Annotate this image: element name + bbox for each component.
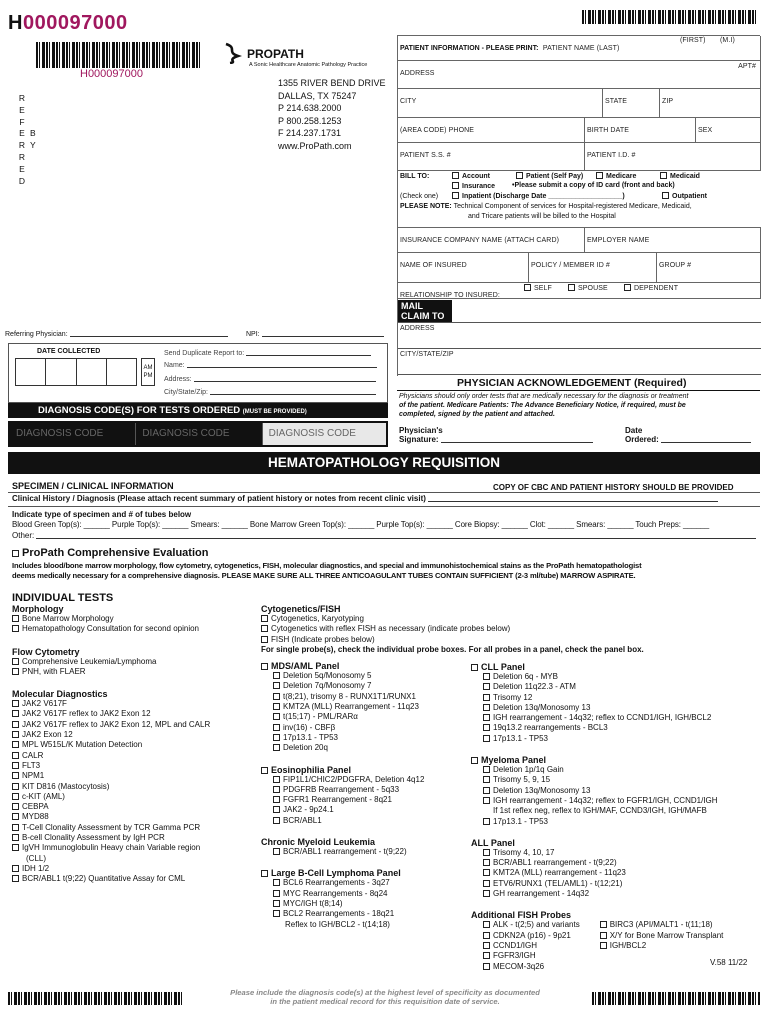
patient-name-field[interactable]: PATIENT INFORMATION - PLEASE PRINT: PATIENT NAME (LAST) (FIRST) (M.I) (398, 36, 761, 61)
molecular-checkbox[interactable] (12, 731, 19, 738)
cll-probe-checkbox[interactable] (483, 673, 490, 680)
specimen-indicate: Indicate type of specimen and # of tubes below (12, 510, 192, 519)
address-field[interactable]: ADDRESS APT# (398, 61, 761, 89)
date-ordered-field[interactable]: Date Ordered: (625, 426, 751, 444)
molecular-checkbox[interactable] (12, 793, 19, 800)
zip-field[interactable]: ZIP (660, 89, 761, 118)
left-test-column: Morphology Bone Marrow Morphology Hematopathology Consultation for second opinion Flow Cytometry Comprehensive Leukemia/Lymphoma PNH, with FLAER Molecular Diagnostics JAK2 V617F JAK2 V617F reflex to JAK2 Exon 12 JAK2 V617F reflex to JAK2 Exon 12, MPL and CALR JAK2 Exon 12 MPL W515L/K Mutation Detection CALR FLT3 NPM1 KIT D816 (Mastocytosis) c-KIT (AML) CEBPA MYD88 T-Cell Clonality Assessment by TCR Gamma PCR B-cell Clonality Assessment by IgH PCR IgVH Immunoglobulin Heavy chain Variable region (CLL) IDH 1/2 BCR/ABL1 t(9;22) Quantitative Assay for CML (12, 604, 211, 884)
myeloma-panel-checkbox[interactable] (471, 757, 478, 764)
myeloma-probe-checkbox[interactable] (483, 787, 490, 794)
bill-to-section: BILL TO: Account Patient (Self Pay) Medicare Medicaid Insurance •Please submit a copy of ID card (front and back) (Check one) Inpatient (Discharge Date ___________________) Outpatient PLEASE NOTE: Technical Component of services for Hospital-registered Medicare, Medicaid, and Tricare patients will be billed to the Hospital (398, 171, 761, 228)
cll-probe-checkbox[interactable] (483, 704, 490, 711)
molecular-checkbox[interactable] (12, 813, 19, 820)
cll-probe-checkbox[interactable] (483, 724, 490, 731)
additional-probe-checkbox[interactable] (483, 932, 490, 939)
self-checkbox[interactable] (524, 284, 531, 291)
lbcl-panel-checkbox[interactable] (261, 870, 268, 877)
mds-probe-checkbox[interactable] (273, 713, 280, 720)
additional-probe-checkbox[interactable] (483, 921, 490, 928)
phone-field[interactable]: (AREA CODE) PHONE (398, 118, 585, 143)
all-probe-checkbox[interactable] (483, 890, 490, 897)
mds-probe-checkbox[interactable] (273, 734, 280, 741)
group-field[interactable]: GROUP # (657, 253, 761, 283)
lbcl-probe-checkbox[interactable] (273, 890, 280, 897)
all-probe-checkbox[interactable] (483, 849, 490, 856)
additional-probe-checkbox[interactable] (483, 952, 490, 959)
myeloma-probe-checkbox[interactable] (483, 797, 490, 804)
company-logo-text: PROPATH (247, 47, 304, 61)
molecular-checkbox[interactable] (12, 721, 19, 728)
referred-label: R E F E R R E D (18, 93, 26, 186)
eos-probe-checkbox[interactable] (273, 796, 280, 803)
cll-probe-checkbox[interactable] (483, 683, 490, 690)
cml-checkbox[interactable] (273, 848, 280, 855)
cll-probe-checkbox[interactable] (483, 694, 490, 701)
employer-field[interactable]: EMPLOYER NAME (585, 228, 761, 253)
dependent-checkbox[interactable] (624, 284, 631, 291)
comprehensive-checkbox[interactable] (12, 550, 19, 557)
cll-probe-checkbox[interactable] (483, 735, 490, 742)
molecular-checkbox[interactable] (12, 741, 19, 748)
myeloma-probe-checkbox[interactable] (483, 818, 490, 825)
myeloma-probe-checkbox[interactable] (483, 766, 490, 773)
medicaid-checkbox[interactable] (660, 172, 667, 179)
eos-probe-checkbox[interactable] (273, 806, 280, 813)
cll-probe-checkbox[interactable] (483, 714, 490, 721)
molecular-checkbox[interactable] (12, 710, 19, 717)
footer-barcode-right (592, 992, 760, 1005)
sex-field[interactable]: SEX (696, 118, 761, 143)
insured-name-field[interactable]: NAME OF INSURED (398, 253, 529, 283)
lbcl-probe-checkbox[interactable] (273, 900, 280, 907)
spouse-checkbox[interactable] (568, 284, 575, 291)
all-probe-checkbox[interactable] (483, 869, 490, 876)
acknowledgement-text: Physicians should only order tests that are medically necessary for the diagnosis or treatment of the patient. Medicare Patients: The Advance Beneficiary Notice, if required, must be completed, signed by the patient and attached. (399, 393, 689, 418)
diagnosis-code-3[interactable]: DIAGNOSIS CODE (262, 423, 386, 445)
fish-checkbox[interactable] (261, 636, 268, 643)
date-collected-section (8, 343, 388, 403)
top-barcode-image (582, 10, 757, 24)
diagnosis-code-row (8, 421, 388, 447)
mds-probe-checkbox[interactable] (273, 672, 280, 679)
molecular-checkbox[interactable] (12, 762, 19, 769)
date-collected-boxes[interactable] (15, 358, 137, 386)
cll-panel-checkbox[interactable] (471, 664, 478, 671)
birth-date-field[interactable]: BIRTH DATE (585, 118, 696, 143)
molecular-checkbox[interactable] (12, 834, 19, 841)
mds-panel-checkbox[interactable] (261, 663, 268, 670)
mds-probe-checkbox[interactable] (273, 682, 280, 689)
insurance-company-field[interactable]: INSURANCE COMPANY NAME (ATTACH CARD) (398, 228, 585, 253)
right-test-column: CLL Panel Deletion 6q - MYB Deletion 11q22.3 - ATM Trisomy 12 Deletion 13q/Monosomy 13 IGH rearrangement - 14q32; reflex to CCND1/IGH, IGH/BCL2 19q13.2 rearrangements - BCL3 17p13.1 - TP53 Myeloma Panel Deletion 1p/1q Gain Trisomy 5, 9, 15 Deletion 13q/Monosomy 13 IGH rearrangement - 14q32; reflex to FGFR1/IGH, CCND1/IGH If 1st reflex neg, reflex to IGH/MAF, CCND3/IGH, IGH/MAFB 17p13.1 - TP53 ALL Panel Trisomy 4, 10, 17 BCR/ABL1 rearrangement - t(9;22) KMT2A (MLL) rearrangement - 11q23 ETV6/RUNX1 (TEL/AML1) - t(12;21) GH rearrangement - 14q32 Additional FISH Probes ALK - t(2;5) and variants CDKN2A (p16) - 9p21 CCND1/IGH FGFR3/IGH MECOM-3q26 BIRC3 (API/MALT1 - t(11;18) X/Y for Bone Marrow Transplant IGH/BCL2 (471, 662, 724, 971)
patient-info-grid (397, 35, 760, 298)
additional-probe-checkbox[interactable] (483, 963, 490, 970)
footer-barcode-left (8, 992, 183, 1005)
requisition-number: H000097000 (8, 12, 128, 34)
molecular-checkbox[interactable] (12, 772, 19, 779)
all-probe-checkbox[interactable] (483, 859, 490, 866)
molecular-checkbox[interactable] (12, 865, 19, 872)
molecular-checkbox[interactable] (12, 824, 19, 831)
cyto-column: Cytogenetics/FISH Cytogenetics, Karyotyping Cytogenetics with reflex FISH as necessary (indicate probes below) FISH (Indicate probes below) For single probe(s), check the individual probe boxes. For all probes in a panel, check the panel box. MDS/AML Panel Deletion 5q/Monosomy 5 Deletion 7q/Monosomy 7 t(8;21), trisomy 8 - RUNX1T1/RUNX1 KMT2A (MLL) Rearrangement - 11q23 t(15;17) - PML/RARα inv(16) - CBFβ 17p13.1 - TP53 Deletion 20q Eosinophilia Panel FIP1L1/CHIC2/PDGFRA, Deletion 4q12 PDGFRB Rearrangement - 5q33 FGFR1 Rearrangement - 8q21 JAK2 - 9p24.1 BCR/ABL1 Chronic Myeloid Leukemia BCR/ABL1 rearrangement - t(9;22) Large B-Cell Lymphoma Panel BCL6 Rearrangements - 3q27 MYC Rearrangements - 8q24 MYC/IGH t(8;14) BCL2 Rearrangements - 18q21 Reflex to IGH/BCL2 - t(14;18) (261, 604, 644, 929)
molecular-checkbox[interactable] (12, 803, 19, 810)
individual-tests-title: INDIVIDUAL TESTS (12, 592, 114, 604)
state-field[interactable]: STATE (603, 89, 660, 118)
molecular-checkbox[interactable] (12, 875, 19, 882)
barcode-number: H000097000 (80, 68, 144, 80)
all-probe-checkbox[interactable] (483, 880, 490, 887)
molecular-checkbox[interactable] (12, 752, 19, 759)
specimen-title: SPECIMEN / CLINICAL INFORMATION (12, 481, 174, 491)
duplicate-city-field[interactable]: City/State/Zip: (164, 387, 376, 396)
account-checkbox[interactable] (452, 172, 459, 179)
acknowledgement-header: PHYSICIAN ACKNOWLEDGEMENT (Required) (457, 377, 687, 389)
comprehensive-evaluation[interactable]: ProPath Comprehensive Evaluation (12, 547, 208, 559)
inpatient-checkbox[interactable] (452, 192, 459, 199)
diagnosis-code-1[interactable]: DIAGNOSIS CODE (16, 428, 104, 439)
lbcl-probe-checkbox[interactable] (273, 879, 280, 886)
ssn-field[interactable]: PATIENT S.S. # (398, 143, 585, 171)
specimen-types[interactable]: Blood Green Top(s): ______ Purple Top(s): ______ Smears: ______ Bone Marrow Green Top(s): ______ Purple Top(s): ______ Core Biopsy: ______ Clot: ______ Smears: ______ Touch Preps: ______ (12, 520, 710, 529)
propath-logo-icon (222, 42, 242, 64)
pnh-checkbox[interactable] (12, 668, 19, 675)
eos-panel-checkbox[interactable] (261, 767, 268, 774)
date-collected-label: DATE COLLECTED (37, 348, 101, 355)
mail-claim-label: MAIL CLAIM TO (398, 300, 452, 322)
barcode-image (36, 42, 201, 68)
karyotyping-checkbox[interactable] (261, 615, 268, 622)
npi-field[interactable]: NPI: (246, 329, 384, 338)
duplicate-address-field[interactable]: Address: (164, 374, 376, 383)
claim-city-field[interactable]: CITY/STATE/ZIP (400, 351, 454, 358)
cbc-note: COPY OF CBC AND PATIENT HISTORY SHOULD BE PROVIDED (493, 483, 734, 492)
lbcl-probe-checkbox[interactable] (273, 910, 280, 917)
company-tagline: A Sonic Healthcare Anatomic Pathology Practice (249, 62, 368, 68)
additional-probe-checkbox[interactable] (600, 932, 607, 939)
mds-probe-checkbox[interactable] (273, 693, 280, 700)
company-address: 1355 RIVER BEND DRIVE DALLAS, TX 75247 P 214.638.2000 P 800.258.1253 F 214.237.1731 www.ProPath.com (278, 78, 386, 151)
eos-probe-checkbox[interactable] (273, 786, 280, 793)
insurance-checkbox[interactable] (452, 182, 459, 189)
comprehensive-text: Includes blood/bone marrow morphology, flow cytometry, cytogenetics, FISH, molecular diagnostics, and special and immunohistochemical stains as the ProPath hematopathologist deems medically necessary for a comprehensive diagnosis. PLEASE MAKE SURE ALL THREE ANTICOAGULANT TUBES CONTAIN SUFFICIENT (2-3 ml/tube) MARROW ASPIRATE. (12, 561, 642, 580)
molecular-checkbox[interactable] (12, 700, 19, 707)
outpatient-checkbox[interactable] (662, 192, 669, 199)
eos-probe-checkbox[interactable] (273, 776, 280, 783)
by-label: B Y (30, 128, 36, 150)
am-pm-selector[interactable]: AM PM (141, 358, 155, 386)
additional-probe-checkbox[interactable] (600, 921, 607, 928)
eos-probe-checkbox[interactable] (273, 817, 280, 824)
specimen-other-field[interactable]: Other: (12, 531, 756, 540)
footer-note: Please include the diagnosis code(s) at the highest level of specificity as documented in the patient medical record for this requisition date of service. (230, 988, 540, 1006)
molecular-checkbox[interactable] (12, 844, 19, 851)
additional-probe-checkbox[interactable] (600, 942, 607, 949)
city-field[interactable]: CITY (398, 89, 603, 118)
bone-marrow-morphology-checkbox[interactable] (12, 615, 19, 622)
mail-claim-section (397, 298, 760, 376)
leukemia-checkbox[interactable] (12, 658, 19, 665)
molecular-checkbox[interactable] (12, 783, 19, 790)
signature-field[interactable]: Physician's Signature: (399, 426, 593, 444)
acknowledgement-section (397, 376, 760, 448)
diagnosis-code-2[interactable]: DIAGNOSIS CODE (135, 423, 259, 445)
patient-id-field[interactable]: PATIENT I.D. # (585, 143, 761, 171)
myeloma-probe-checkbox[interactable] (483, 776, 490, 783)
mds-probe-checkbox[interactable] (273, 744, 280, 751)
additional-probe-checkbox[interactable] (483, 942, 490, 949)
send-duplicate-field[interactable]: Send Duplicate Report to: (164, 348, 371, 357)
mds-probe-checkbox[interactable] (273, 703, 280, 710)
cyto-reflex-checkbox[interactable] (261, 625, 268, 632)
clinical-history-field[interactable]: Clinical History / Diagnosis (Please attach recent summary of patient history or notes from recent clinic visit) (12, 494, 718, 503)
policy-field[interactable]: POLICY / MEMBER ID # (529, 253, 657, 283)
duplicate-name-field[interactable]: Name: (164, 360, 377, 369)
consultation-checkbox[interactable] (12, 625, 19, 632)
relationship-row: RELATIONSHIP TO INSURED: SELF SPOUSE DEPENDENT (398, 283, 761, 299)
medicare-checkbox[interactable] (596, 172, 603, 179)
mds-probe-checkbox[interactable] (273, 724, 280, 731)
diagnosis-header: DIAGNOSIS CODE(S) FOR TESTS ORDERED (MUST BE PROVIDED) (8, 403, 388, 418)
referring-physician-field[interactable]: Referring Physician: (5, 329, 228, 338)
claim-address-field[interactable]: ADDRESS (400, 325, 435, 332)
self-pay-checkbox[interactable] (516, 172, 523, 179)
requisition-title: HEMATOPATHOLOGY REQUISITION (8, 452, 760, 474)
version-label: V.58 11/22 (710, 958, 748, 967)
